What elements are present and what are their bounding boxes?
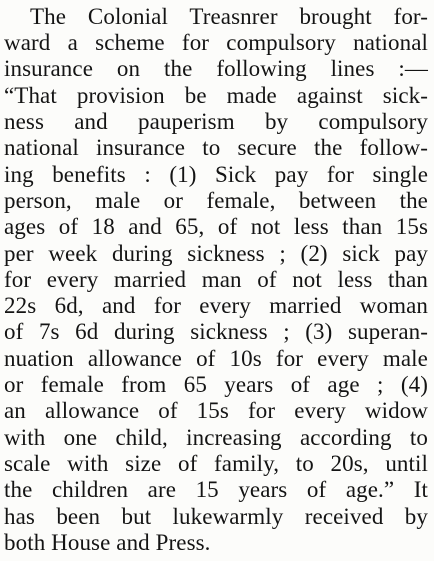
text-line-15: or female from 65 years of age ; (4) <box>4 372 428 397</box>
text-line-2: ward a scheme for compulsory national <box>4 30 428 55</box>
text-line-21: both House and Press. <box>4 530 211 555</box>
text-line-4: “That provision be made against sick- <box>4 83 428 108</box>
text-line-7: ing benefits : (1) Sick pay for single <box>4 162 428 187</box>
text-line-16: an allowance of 15s for every widow <box>4 398 428 423</box>
text-line-12: 22s 6d, and for every married woman <box>4 293 428 318</box>
text-line-17: with one child, increasing according to <box>4 425 428 450</box>
text-line-10: per week during sickness ; (2) sick pay <box>4 241 428 266</box>
text-line-20: has been but lukewarmly received by <box>4 504 428 529</box>
text-line-11: for every married man of not less than <box>4 267 428 292</box>
text-line-9: ages of 18 and 65, of not less than 15s <box>4 214 428 239</box>
text-line-6: national insurance to secure the follow- <box>4 135 428 160</box>
text-line-14: nuation allowance of 10s for every male <box>4 346 428 371</box>
text-line-13: of 7s 6d during sickness ; (3) superan- <box>4 319 428 344</box>
text-line-5: ness and pauperism by compulsory <box>4 109 428 134</box>
text-line-3: insurance on the following lines :— <box>4 56 428 81</box>
text-line-8: person, male or female, between the <box>4 188 428 213</box>
text-line-19: the children are 15 years of age.” It <box>4 477 428 502</box>
text-line-1: The Colonial Treasnrer brought for- <box>30 4 428 29</box>
text-line-18: scale with size of family, to 20s, until <box>4 451 428 476</box>
